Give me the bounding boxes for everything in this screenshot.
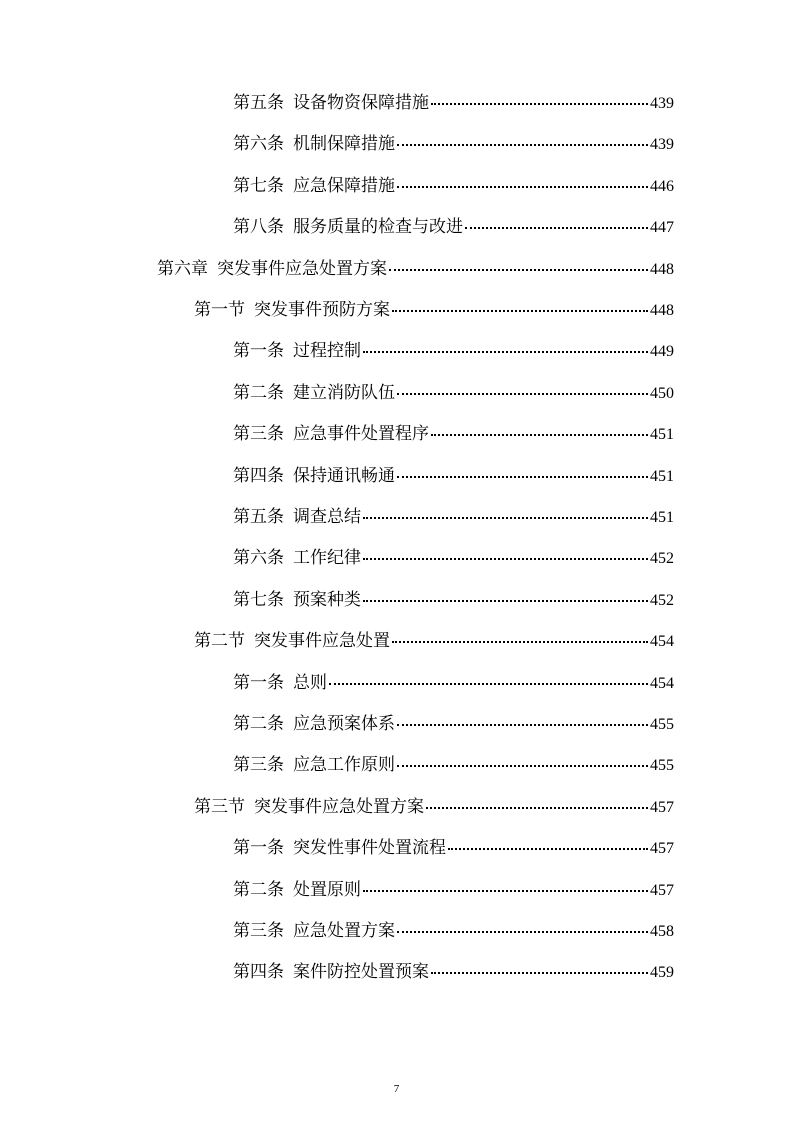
dot-leader [397, 710, 648, 726]
toc-entry-page: 439 [650, 136, 674, 153]
toc-entry-article[interactable] [233, 339, 674, 363]
toc-entry-title: 设备物资保障措施 [293, 93, 429, 113]
dot-leader [397, 130, 648, 146]
toc-entry-page: 446 [650, 178, 674, 195]
toc-entry-title: 突发事件预防方案 [254, 300, 390, 320]
dot-leader [426, 793, 648, 809]
toc-entry-number: 第三条 [233, 424, 284, 444]
toc-entry-page: 450 [650, 385, 674, 402]
toc-entry-page: 457 [650, 799, 674, 816]
toc-entry-page: 439 [650, 95, 674, 112]
dot-leader [397, 917, 648, 933]
toc-entry-title: 突发事件应急处置 [254, 631, 390, 651]
toc-entry-title: 总则 [293, 673, 327, 693]
toc-entry-title: 服务质量的检查与改进 [293, 217, 463, 237]
toc-entry-number: 第二条 [233, 880, 284, 900]
toc-entry-title: 过程控制 [293, 341, 361, 361]
toc-entry-page: 447 [650, 219, 674, 236]
dot-leader [397, 172, 648, 188]
toc-entry-title: 应急工作原则 [293, 755, 395, 775]
toc-entry-number: 第七条 [233, 176, 284, 196]
toc-entry-title: 处置原则 [293, 880, 361, 900]
toc-entry-page: 451 [650, 468, 674, 485]
toc-entry-number: 第六章 [157, 259, 208, 279]
toc-entry-section[interactable] [194, 298, 674, 322]
toc-entry-number: 第三条 [233, 921, 284, 941]
toc-entry-article[interactable] [233, 712, 674, 736]
toc-entry-number: 第一条 [233, 838, 284, 858]
toc-entry-page: 454 [650, 675, 674, 692]
toc-entry-number: 第七条 [233, 590, 284, 610]
toc-entry-page: 448 [650, 261, 674, 278]
toc-entry-number: 第二条 [233, 383, 284, 403]
dot-leader [431, 89, 648, 105]
toc-entry-article[interactable] [233, 878, 674, 902]
toc-entry-article[interactable] [233, 381, 674, 405]
dot-leader [431, 420, 648, 436]
toc-entry-title: 突发性事件处置流程 [293, 838, 446, 858]
toc-entry-page: 458 [650, 923, 674, 940]
dot-leader [397, 379, 648, 395]
dot-leader [392, 296, 648, 312]
toc-entry-page: 451 [650, 426, 674, 443]
toc-entry-number: 第三节 [194, 797, 245, 817]
toc-entry-number: 第六条 [233, 548, 284, 568]
dot-leader [465, 213, 648, 229]
dot-leader [363, 544, 648, 560]
toc-entry-number: 第二条 [233, 714, 284, 734]
toc-entry-article[interactable] [233, 174, 674, 198]
toc-entry-article[interactable] [233, 91, 674, 115]
toc-entry-title: 预案种类 [293, 590, 361, 610]
toc-entry-title: 案件防控处置预案 [293, 962, 429, 982]
toc-entry-number: 第一条 [233, 341, 284, 361]
dot-leader [431, 958, 648, 974]
toc-entry-title: 工作纪律 [293, 548, 361, 568]
toc-entry-page: 448 [650, 302, 674, 319]
toc-entry-title: 应急预案体系 [293, 714, 395, 734]
toc-entry-number: 第六条 [233, 134, 284, 154]
toc-entry-number: 第四条 [233, 466, 284, 486]
toc-entry-title: 调查总结 [293, 507, 361, 527]
toc-entry-number: 第一节 [194, 300, 245, 320]
toc-entry-section[interactable] [194, 795, 674, 819]
toc-entry-page: 455 [650, 716, 674, 733]
dot-leader [397, 462, 648, 478]
toc-entry-page: 454 [650, 633, 674, 650]
toc-entry-page: 451 [650, 509, 674, 526]
dot-leader [363, 503, 648, 519]
toc-entry-number: 第一条 [233, 673, 284, 693]
toc-entry-title: 应急处置方案 [293, 921, 395, 941]
toc-entry-page: 452 [650, 550, 674, 567]
toc-entry-title: 突发事件应急处置方案 [254, 797, 424, 817]
dot-leader [363, 586, 648, 602]
toc-entry-article[interactable] [233, 546, 674, 570]
dot-leader [389, 255, 648, 271]
toc-entry-page: 459 [650, 964, 674, 981]
toc-entry-title: 建立消防队伍 [293, 383, 395, 403]
dot-leader [363, 337, 648, 353]
dot-leader [397, 751, 648, 767]
toc-entry-article[interactable] [233, 960, 674, 984]
toc-entry-article[interactable] [233, 836, 674, 860]
toc-entry-title: 突发事件应急处置方案 [217, 259, 387, 279]
toc-entry-number: 第五条 [233, 507, 284, 527]
toc-entry-title: 机制保障措施 [293, 134, 395, 154]
toc-entry-number: 第五条 [233, 93, 284, 113]
dot-leader [363, 876, 648, 892]
dot-leader [329, 669, 648, 685]
toc-entry-page: 452 [650, 592, 674, 609]
toc-entry-page: 449 [650, 343, 674, 360]
toc-entry-article[interactable] [233, 464, 674, 488]
dot-leader [448, 834, 648, 850]
toc-entry-article[interactable] [233, 215, 674, 239]
toc-entry-article[interactable] [233, 671, 674, 695]
toc-entry-title: 应急事件处置程序 [293, 424, 429, 444]
toc-entry-article[interactable] [233, 753, 674, 777]
toc-entry-page: 457 [650, 840, 674, 857]
page-number: 7 [393, 1083, 400, 1095]
toc-entry-number: 第三条 [233, 755, 284, 775]
toc-entry-number: 第八条 [233, 217, 284, 237]
toc-entry-section[interactable] [194, 629, 674, 653]
toc-entry-article[interactable] [233, 422, 674, 446]
toc-entry-article[interactable] [233, 132, 674, 156]
toc-entry-chapter[interactable] [157, 257, 674, 281]
toc-entry-article[interactable] [233, 588, 674, 612]
toc-entry-title: 保持通讯畅通 [293, 466, 395, 486]
toc-entry-page: 455 [650, 757, 674, 774]
toc-entry-article[interactable] [233, 919, 674, 943]
toc-entry-number: 第二节 [194, 631, 245, 651]
toc-entry-page: 457 [650, 882, 674, 899]
toc-entry-number: 第四条 [233, 962, 284, 982]
toc-entry-article[interactable] [233, 505, 674, 529]
dot-leader [392, 627, 648, 643]
toc-entry-title: 应急保障措施 [293, 176, 395, 196]
